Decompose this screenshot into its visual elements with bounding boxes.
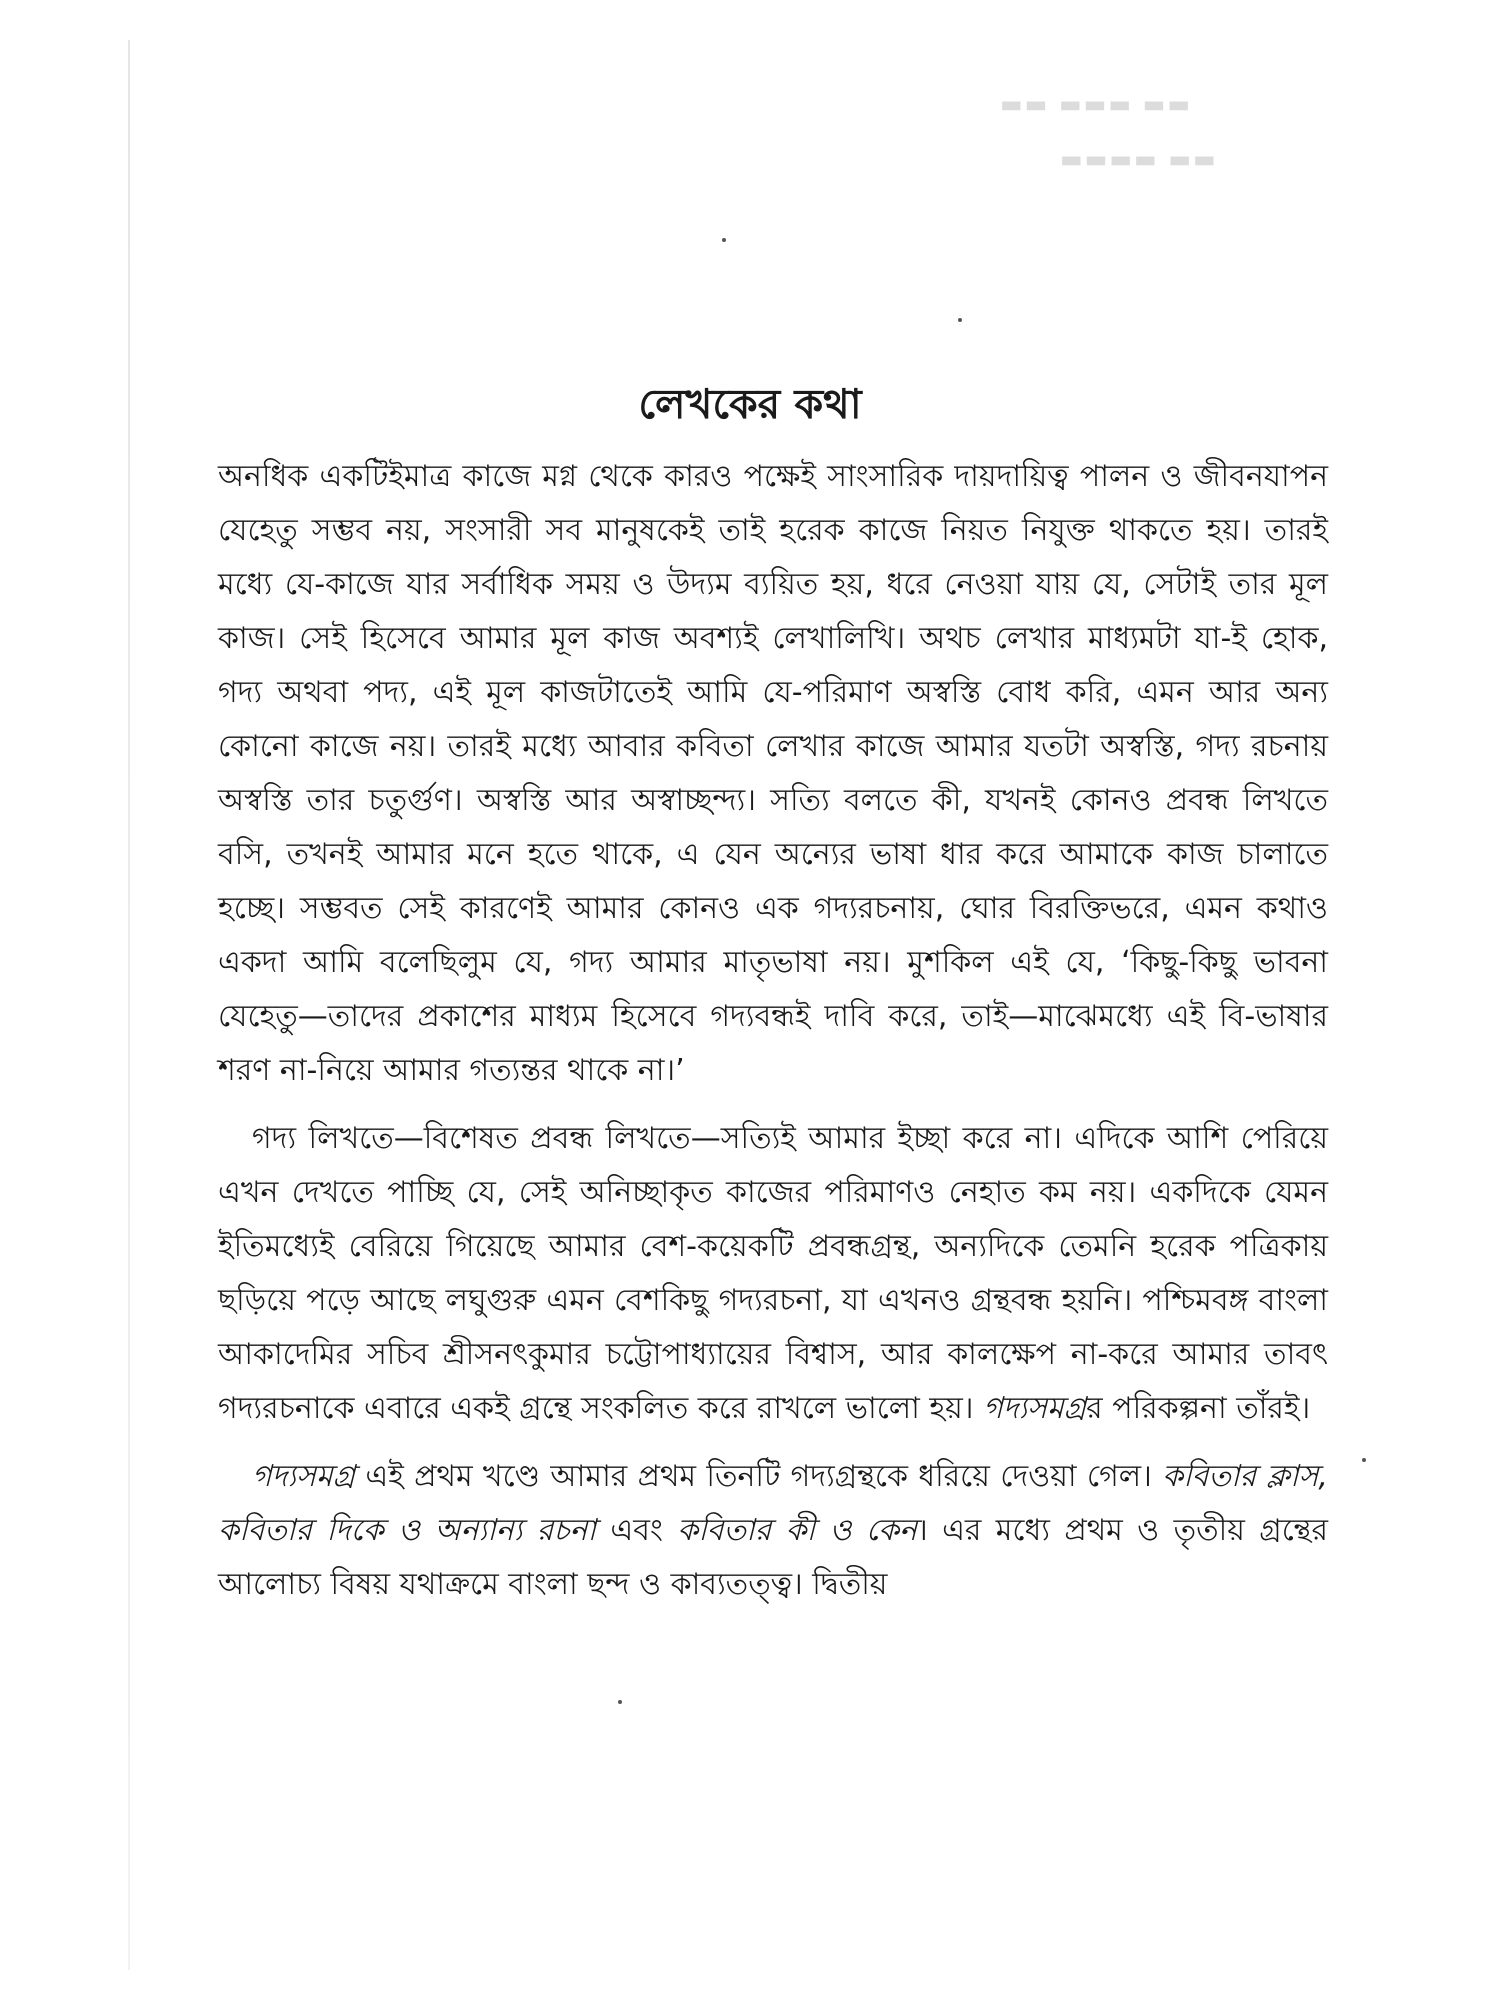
paragraph-1: অনধিক একটিইমাত্র কাজে মগ্ন থেকে কারও পক্ষেই সাংসারিক দায়দায়িত্ব পালন ও জীবনযাপন যেহেতু সম্ভব নয়, সংসারী সব মানুষকেই তাই হরেক কাজে নিয়ত নিযুক্ত থাকতে হয়। তারই মধ্যে যে-কাজে যার সর্বাধিক সময় ও উদ্যম ব্যয়িত হয়, ধরে নেওয়া যায় যে, সেটাই তার মূল কাজ। সেই হিসেবে আমার মূল কাজ অবশ্যই লেখালিখি। অথচ লেখার মাধ্যমটা যা-ই হোক, গদ্য অথবা পদ্য, এই মূল কাজটাতেই আমি যে-পরিমাণ অস্বস্তি বোধ করি, এমন আর অন্য কোনো কাজে নয়। তারই মধ্যে আবার কবিতা লেখার কাজে আমার যতটা অস্বস্তি, গদ্য রচনায় অস্বস্তি তার চতুর্গুণ। অস্বস্তি আর অস্বাচ্ছন্দ্য। সত্যি বলতে কী, যখনই কোনও প্রবন্ধ লিখতে বসি, তখনই আমার মনে হতে থাকে, এ যেন অন্যের ভাষা ধার করে আমাকে কাজ চালাতে হচ্ছে। সম্ভবত সেই কারণেই আমার কোনও এক গদ্যরচনায়, ঘোর বিরক্তিভরে, এমন কথাও একদা আমি বলেছিলুম যে, গদ্য আমার মাতৃভাষা নয়। মুশকিল এই যে, ‘কিছু-কিছু ভাবনা যেহেতু—তাদের প্রকাশের মাধ্যম হিসেবে গদ্যবন্ধই দাবি করে, তাই—মাঝেমধ্যে এই বি-ভাষার শরণ না-নিয়ে আমার গত্যন্তর থাকে না।’ bbox=[218, 459, 1328, 1088]
page-title: লেখকের কথা bbox=[638, 380, 862, 429]
bleed-through-text: ▬▬▬▬ ▬▬ bbox=[1060, 145, 1218, 173]
conjunction: এবং bbox=[610, 1513, 663, 1548]
book-titles-group: কবিতার ক্লাস, কবিতার দিকে ও অন্যান্য রচনা bbox=[218, 1459, 1328, 1548]
body-text bbox=[218, 450, 1328, 1626]
page-edge bbox=[128, 40, 130, 1970]
paragraph-2-text: গদ্য লিখতে—বিশেষত প্রবন্ধ লিখতে—সত্যিই আমার ইচ্ছা করে না। এদিকে আশি পেরিয়ে এখন দেখতে পাচ্ছি যে, সেই অনিচ্ছাকৃত কাজের পরিমাণও নেহাত কম নয়। একদিকে যেমন ইতিমধ্যেই বেরিয়ে গিয়েছে আমার বেশ-কয়েকটি প্রবন্ধগ্রন্থ, অন্যদিকে তেমনি হরেক পত্রিকায় ছড়িয়ে পড়ে আছে লঘুগুরু এমন বেশকিছু গদ্যরচনা, যা এখনও গ্রন্থবন্ধ হয়নি। পশ্চিমবঙ্গ বাংলা আকাদেমির সচিব শ্রীসনৎকুমার চট্টোপাধ্যায়ের বিশ্বাস, আর কালক্ষেপ না-করে আমার তাবৎ গদ্যরচনাকে এবারে একই গ্রন্থে সংকলিত করে রাখলে ভালো হয়। bbox=[218, 1121, 1328, 1426]
print-speck bbox=[618, 1700, 622, 1704]
paragraph-3-text-b: । এর মধ্যে প্রথম ও তৃতীয় গ্রন্থের আলোচ্য বিষয় যথাক্রমে বাংলা ছন্দ ও কাব্যতত্ত্ব। দ্বিতীয় bbox=[218, 1513, 1328, 1602]
book-title-gadyasamagra: গদ্যসমগ্র bbox=[252, 1459, 356, 1494]
paragraph-2-end: পরিকল্পনা তাঁরই। bbox=[1112, 1391, 1311, 1426]
paragraph-3-text-a: এই প্রথম খণ্ডে আমার প্রথম তিনটি গদ্যগ্রন্থকে ধরিয়ে দেওয়া গেল। bbox=[365, 1459, 1152, 1494]
paragraph-3 bbox=[218, 1450, 1328, 1612]
paragraph-2: গদ্য লিখতে—বিশেষত প্রবন্ধ লিখতে—সত্যিই আমার ইচ্ছা করে না। এদিকে আশি পেরিয়ে এখন দেখতে পাচ্ছি যে, সেই অনিচ্ছাকৃত কাজের পরিমাণও নেহাত কম নয়। একদিকে যেমন ইতিমধ্যেই বেরিয়ে গিয়েছে আমার বেশ-কয়েকটি প্রবন্ধগ্রন্থ, অন্যদিকে তেমনি হরেক পত্রিকায় ছড়িয়ে পড়ে আছে লঘুগুরু এমন বেশকিছু গদ্যরচনা, যা এখনও গ্রন্থবন্ধ হয়নি। পশ্চিমবঙ্গ বাংলা আকাদেমির সচিব শ্রীসনৎকুমার চট্টোপাধ্যায়ের বিশ্বাস, আর কালক্ষেপ না-করে আমার তাবৎ গদ্যরচনাকে এবারে একই গ্রন্থে সংকলিত করে রাখলে ভালো হয়। গদ্যসমগ্রর পরিকল্পনা তাঁরই। bbox=[218, 1121, 1328, 1426]
book-title-kobitar-ki-o-keno: কবিতার কী ও কেন bbox=[677, 1513, 917, 1548]
book-title-gadyasamagra: গদ্যসমগ্র bbox=[983, 1391, 1087, 1426]
print-speck bbox=[958, 318, 962, 322]
print-speck bbox=[722, 238, 726, 242]
print-speck bbox=[1362, 1458, 1366, 1462]
bleed-through-text: ▬▬ ▬▬▬ ▬▬ bbox=[1000, 90, 1192, 118]
